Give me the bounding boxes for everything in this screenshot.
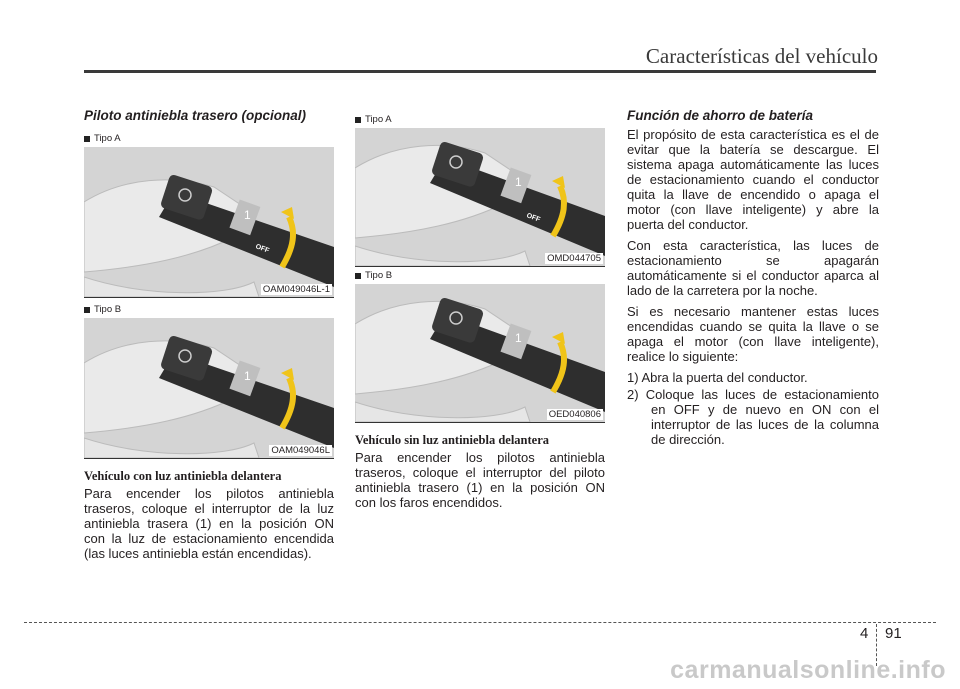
header-rule bbox=[84, 70, 876, 73]
column-3 bbox=[627, 108, 879, 449]
svg-text:1: 1 bbox=[244, 208, 251, 222]
figure-label: Tipo B bbox=[355, 270, 605, 281]
figure-code: OAM049046L-1 bbox=[262, 284, 330, 295]
stalk-photo bbox=[355, 128, 605, 266]
light-switch-stalk-illustration bbox=[355, 284, 605, 422]
light-switch-stalk-illustration bbox=[84, 318, 334, 458]
figure-label: Tipo A bbox=[84, 133, 334, 144]
list-item: 2) Coloque las luces de estacionamiento en OFF y de nuevo en ON con el interruptor de las luces de la columna de dirección. bbox=[627, 387, 879, 447]
page-number: 91 bbox=[885, 625, 902, 642]
list-item: 1) Abra la puerta del conductor. bbox=[627, 370, 808, 385]
steps-list bbox=[627, 370, 879, 447]
figure-code: OMD044705 bbox=[547, 253, 601, 264]
figure-label: Tipo A bbox=[355, 114, 605, 125]
light-switch-stalk-illustration bbox=[84, 147, 334, 297]
svg-text:1: 1 bbox=[515, 175, 522, 189]
svg-text:1: 1 bbox=[244, 369, 251, 383]
body-paragraph: Si es necesario mantener estas luces encendidas cuando se quita la llave o se apaga el motor (con llave inteligente), realice lo siguiente: bbox=[627, 304, 879, 364]
svg-text:OFF: OFF bbox=[254, 243, 270, 255]
figure-rule bbox=[84, 297, 334, 298]
figure-code: OAM049046L bbox=[271, 445, 330, 456]
footer-rule bbox=[24, 622, 936, 623]
subheading: Vehículo con luz antiniebla delantera bbox=[84, 469, 282, 483]
watermark: carmanualsonline.info bbox=[670, 656, 946, 684]
square-bullet-icon bbox=[84, 136, 90, 142]
section-heading: Función de ahorro de batería bbox=[627, 108, 814, 123]
square-bullet-icon bbox=[355, 117, 361, 123]
body-paragraph: Para encender los pilotos antiniebla traseros, coloque el interruptor de la luz antiniebla trasera (1) en la posición ON con la luz de estacionamiento encendida (las luces antiniebla están encendidas). bbox=[84, 486, 334, 561]
stalk-photo bbox=[84, 147, 334, 297]
body-paragraph: El propósito de esta característica es el de evitar que la batería se descargue. El sistema apaga automáticamente las luces de estacionamiento cuando el conductor quita la llave de encendido o apaga el motor (con llave inteligente) y abre la puerta del conductor. bbox=[627, 127, 879, 232]
figure-rule bbox=[355, 266, 605, 267]
body-paragraph: Para encender los pilotos antiniebla traseros, coloque el interruptor del piloto antiniebla trasero (1) en la posición ON con los faros encendidos. bbox=[355, 450, 605, 510]
figure-label: Tipo B bbox=[84, 304, 334, 315]
section-heading: Piloto antiniebla trasero (opcional) bbox=[84, 108, 307, 123]
figure-rule bbox=[84, 458, 334, 459]
square-bullet-icon bbox=[84, 307, 90, 313]
stalk-photo bbox=[84, 318, 334, 458]
svg-text:OFF: OFF bbox=[525, 212, 541, 224]
chapter-number: 4 bbox=[860, 625, 869, 642]
column-1 bbox=[84, 108, 334, 567]
figure-rule bbox=[355, 422, 605, 423]
subheading: Vehículo sin luz antiniebla delantera bbox=[355, 433, 550, 447]
body-paragraph: Con esta característica, las luces de estacionamiento se apagarán automáticamente si el conductor aparca al lado de la carretera por la noche. bbox=[627, 238, 879, 298]
column-2 bbox=[355, 108, 605, 516]
page-header-title: Características del vehículo bbox=[645, 44, 878, 68]
stalk-photo bbox=[355, 284, 605, 422]
light-switch-stalk-illustration bbox=[355, 128, 605, 266]
figure-code: OED040806 bbox=[548, 409, 601, 420]
square-bullet-icon bbox=[355, 273, 361, 279]
svg-text:1: 1 bbox=[515, 331, 522, 345]
